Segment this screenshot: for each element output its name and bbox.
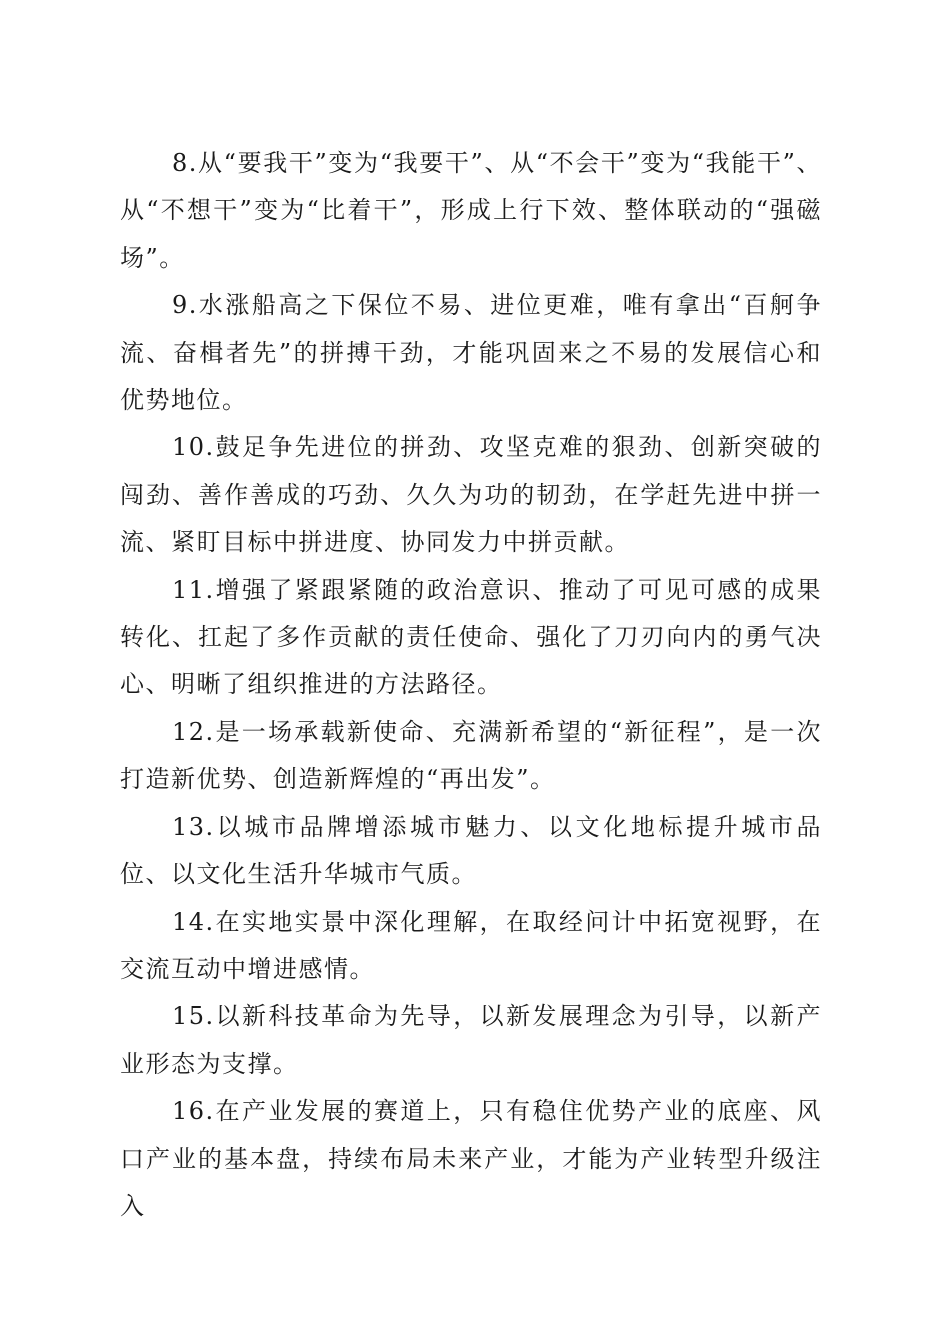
paragraph-9: 9.水涨船高之下保位不易、进位更难，唯有拿出“百舸争流、奋楫者先”的拼搏干劲，才能巩固来之不易的发展信心和优势地位。 [120,291,822,415]
paragraph-13: 13.以城市品牌增添城市魅力、以文化地标提升城市品位、以文化生活升华城市气质。 [120,812,822,889]
document-body [120,140,822,1230]
paragraph-8: 8.从“要我干”变为“我要干”、从“不会干”变为“我能干”、从“不想干”变为“比着干”，形成上行下效、整体联动的“强磁场”。 [120,149,822,272]
paragraph-11: 11.增强了紧跟紧随的政治意识、推动了可见可感的成果转化、扛起了多作贡献的责任使命、强化了刀刃向内的勇气决心、明晰了组织推进的方法路径。 [120,575,822,699]
paragraph-16: 16.在产业发展的赛道上，只有稳住优势产业的底座、风口产业的基本盘，持续布局未来产业，才能为产业转型升级注入 [120,1097,822,1220]
paragraph-14: 14.在实地实景中深化理解，在取经问计中拓宽视野，在交流互动中增进感情。 [120,907,822,983]
paragraph-10: 10.鼓足争先进位的拼劲、攻坚克难的狠劲、创新突破的闯劲、善作善成的巧劲、久久为功的韧劲，在学赶先进中拼一流、紧盯目标中拼进度、协同发力中拼贡献。 [120,433,822,557]
paragraph-12: 12.是一场承载新使命、充满新希望的“新征程”，是一次打造新优势、创造新辉煌的“再出发”。 [120,717,822,794]
paragraph-15: 15.以新科技革命为先导，以新发展理念为引导，以新产业形态为支撑。 [120,1002,822,1078]
